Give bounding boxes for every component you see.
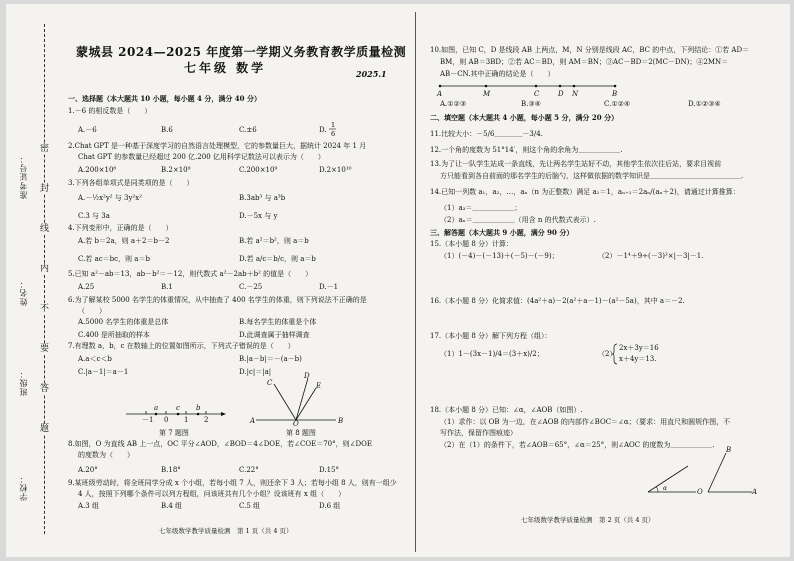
option: B.6 [161,126,173,134]
svg-text:1: 1 [331,121,336,129]
question-17: 17.（本小题 8 分）解下列方程（组）： [430,332,552,340]
segment-figure-10 [440,82,620,90]
section-heading: 三、解答题（本大题共 9 小题，满分 90 分） [430,228,574,237]
question-15-part1: （1）(－4)－(－13)＋(－5)－(－9)； [440,252,559,260]
option: B.4 组 [161,502,183,510]
question-12: 12.一个角的度数为 51°14′，则这个角的余角为＿＿＿＿＿＿. [430,146,623,154]
exam-sheet [6,4,790,557]
question-18-part1-cont: 写作法，保留作图痕迹） [440,429,517,437]
option: A.a＜c＜b [78,355,112,363]
angle-aob-figure [704,449,754,494]
option: C.±6 [239,126,257,134]
page-1 [64,4,409,557]
question-10-cont: BM，则 AB＝3BD；②若 AC＝BD，则 AM＝BN；③AC－BD＝2(MC－DN)；④2MN＝ [440,58,729,66]
question-18: 18.（本小题 8 分）已知：∠α，∠AOB（如图）. [430,406,583,414]
question-17-part1: （1）1－(3x－1)/4＝(3＋x)/2； [440,350,544,358]
candidate-number-label: 准考证号： [19,154,28,199]
seal-word: 要 [40,344,50,354]
seal-word: 线 [40,224,50,234]
point-label: B [612,90,618,98]
figure-8-caption: 第 8 题图 [286,429,316,437]
option: A.－6 [78,126,97,134]
option: B.若 a²＝b²，则 a＝b [239,237,309,245]
exam-title: 蒙城县 2024—2025 年度第一学期义务教育教学质量检测 [76,45,407,59]
alpha-label: α [663,485,668,492]
question-6: 6.为了解某校 5000 名学生的体重情况，从中抽查了 400 名学生的体重，则下列说法不正确的是 [68,296,367,304]
equation-brace [612,343,618,365]
question-7: 7.有理数 a，b，c 在数轴上的位置如图所示，下列式子错误的是（ ） [68,342,295,350]
question-5: 5.已知 a²－ab＝13，ab－b²＝－12，则代数式 a²－2ab＋b² 的值是（ ） [68,270,313,278]
option: A.5000 名学生的体重是总体 [78,318,169,326]
question-18-part2: （2）在（1）的条件下，若∠AOB＝65°，∠α＝25°，则∠AOC 的度数为＿＿＿＿＿＿. [440,441,715,449]
option: A.3 组 [78,502,99,510]
option: A.25 [78,283,95,291]
option: B.|a－b|＝－(a－b) [239,355,302,363]
question-2-cont: Chat GPT 的参数量已经超过 200 亿.200 亿用科学记数法可以表示为（ ） [78,153,325,161]
question-1: 1.－6 的相反数是（ ） [68,107,152,115]
axis-label: 1 [184,416,189,424]
option: B.2×10⁹ [161,166,191,174]
option: C.400 是所抽取的样本 [78,331,150,339]
option: C.5 组 [239,502,261,510]
point-label: A [250,417,256,425]
point-label: A [437,90,443,98]
question-6-cont: （ ） [78,307,106,315]
question-14: 14.已知一列数 a₁，a₂，…，aₙ（n 为正整数）满足 a₁＝1，aₙ₊₁＝2aₙ/(aₙ＋2)，请通过计算推算： [430,188,740,196]
seal-word: 密 [40,144,50,154]
point-label: N [572,90,579,98]
figure-7-caption: 第 7 题图 [159,429,189,437]
fraction-one-sixth [327,121,337,139]
option: C.①②④ [604,100,631,108]
option: B.3ab³ 与 a³b [239,194,286,202]
option: D.此调查属于抽样调查 [239,331,310,339]
question-9: 9.某班级劳动时，将全班同学分成 x 个小组，若每小组 7 人，则还余下 3 人；若每小组 8 人，则有一组少 [68,479,397,487]
option: B.18° [161,466,181,474]
option: D.－5x 与 y [239,212,278,220]
exam-date: 2025.1 [356,69,387,79]
option: A.若 b＝2a，则 a＋2＝b－2 [78,237,170,245]
question-13: 13.为了让一队学生站成一条直线，先让两名学生站好不动，其他学生依次往后站，要求目视前 [430,160,722,168]
exam-subtitle: 七年级 数学 [184,61,267,75]
axis-label: c [176,404,180,412]
section-heading: 二、填空题（本大题共 4 小题，每小题 5 分，满分 20 分） [430,113,619,122]
option: D.15° [319,466,339,474]
axis-label: 0 [164,416,169,424]
point-label: A [752,488,758,496]
question-14-part2: （2）aₙ＝＿＿＿＿＿＿（用含 n 的代数式表示）. [440,216,596,224]
seal-word: 内 [40,264,50,274]
seal-line [44,24,45,534]
question-14-part1: （1）a₃＝＿＿＿＿＿＿； [440,204,522,212]
page-footer: 七年级数学教学质量检测 第 1 页（共 4 页） [159,527,293,535]
seal-word: 封 [40,184,50,194]
equation-line: 2x＋3y＝16 [619,344,659,352]
point-label: C [267,379,273,387]
option: C.若 ac＝bc，则 a＝b [78,255,150,263]
page-2 [426,4,786,557]
axis-label: b [196,404,201,412]
axis-label: a [154,404,159,412]
question-16: 16.（本小题 8 分）化简求值：(4a²＋a)－2(a²＋a－1)－(a²－5a)，其中 a＝－2. [430,297,685,305]
question-8-cont: 的度数为（ ） [78,451,134,459]
option: D.6 组 [319,502,341,510]
point-label: B [338,417,344,425]
point-label: B [726,446,732,454]
axis-label: －1 [142,416,154,424]
seal-word: 题 [40,424,50,434]
equation-line: x＋4y＝13. [619,355,657,363]
option: A.200×10⁸ [78,166,117,174]
option: C.|a－1|＝a－1 [78,368,129,376]
option: A.20° [78,466,98,474]
name-label: 姓名： [19,279,28,306]
point-label: E [316,382,322,390]
option: D. [319,126,327,134]
option: D.若 a/c＝b/c，则 a＝b [239,255,316,263]
option: D.①②③④ [688,100,721,108]
seal-word: 不 [40,304,50,314]
question-10-cont: AB－CN.其中正确的结论是（ ） [440,70,555,78]
option: D.|c|＝|a| [239,368,272,376]
question-17-part2-prefix: （2） [598,350,617,358]
question-8: 8.如图，O 为直线 AB 上一点，OC 平分∠AOD，∠BOD＝4∠DOE，若∠COE＝70°，则∠DOE [68,440,372,448]
option: D.2×10¹⁰ [319,166,352,174]
point-label: D [558,90,564,98]
question-11: 11.比较大小：－5/6＿＿＿＿－3/4. [430,130,543,138]
page-divider [415,12,416,552]
option: B.③④ [521,100,541,108]
option: D.－1 [319,283,339,291]
option: C.－25 [239,283,263,291]
question-4: 4.下列变形中，正确的是（ ） [68,224,173,232]
question-2: 2.Chat GPT 是一种基于深度学习的自然语言处理模型，它的参数量巨大，据统计 2024 年 1 月 [68,142,367,150]
point-label: C [534,90,540,98]
option: A.①②③ [440,100,467,108]
question-9-cont: 4 人，按照下列哪个条件可以列方程组，问该班共有几个小组？设该班有 x 组（ ） [78,490,346,498]
seal-word: 答 [40,384,50,394]
option: A.－½x²y² 与 3y²x² [78,194,142,202]
school-label: 学校： [19,474,28,501]
question-3: 3.下列各组单项式是同类项的是（ ） [68,179,194,187]
section-heading: 一、选择题（本大题共 10 小题，每小题 4 分，满分 40 分） [68,94,261,103]
point-label: O [697,488,703,496]
option: B.每名学生的体重是个体 [239,318,317,326]
point-label: O [293,420,299,428]
binding-strip [6,4,68,557]
point-label: D [304,372,310,380]
option: C.22° [239,466,259,474]
question-13-cont: 方只能看到各自前面的那名学生的后脑勺，这样做依据的数学知识是＿＿＿＿＿＿＿＿＿＿＿＿＿. [440,172,744,180]
option: B.1 [161,283,173,291]
question-10: 10.如图，已知 C，D 是线段 AB 上两点，M，N 分别是线段 AC，BC 的中点，下列结论：①若 AD＝ [430,46,750,54]
point-label: M [483,90,491,98]
option: C.200×10⁹ [239,166,278,174]
class-label: 班级： [19,369,28,396]
question-15: 15.（本小题 8 分）计算： [430,240,514,248]
question-18-part1: （1）求作：以 OB 为一边，在∠AOB 的内部作∠BOC＝∠α；（要求：用直尺和圆规作图，不 [440,418,731,426]
svg-text:6: 6 [331,130,336,138]
axis-label: 2 [204,416,209,424]
page-footer: 七年级数学教学质量检测 第 2 页（共 4 页） [521,516,655,524]
option: C.3 与 3a [78,212,110,220]
question-15-part2: （2）－1⁴＋9÷(－3)²×|－3|－1. [598,252,704,260]
angle-alpha-figure [648,464,698,496]
